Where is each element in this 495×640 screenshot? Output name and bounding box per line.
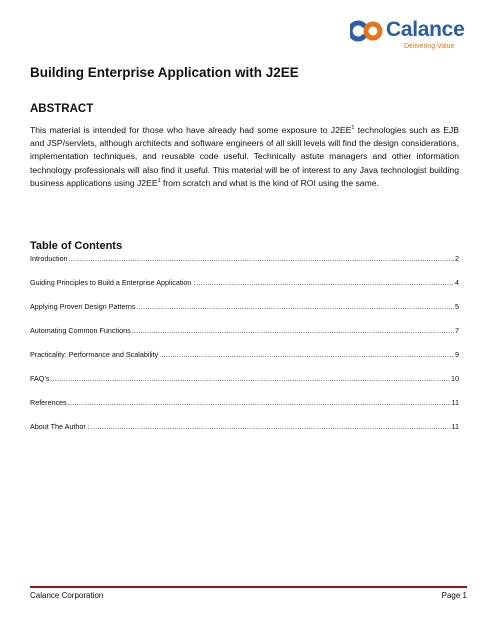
toc-entry-page[interactable]: 11 (451, 398, 459, 407)
toc-dot-leader (132, 326, 454, 336)
footnote-ref-1-repeat[interactable]: 1 (157, 177, 161, 184)
document-title: Building Enterprise Application with J2EE (30, 65, 299, 80)
table-of-contents (30, 254, 459, 446)
footer-divider (30, 586, 467, 588)
toc-entry-label[interactable]: Applying Proven Design Patterns (30, 302, 136, 311)
footer-page-number: Page 1 (441, 591, 467, 600)
toc-entry-design-patterns[interactable] (30, 302, 459, 326)
toc-entry-page[interactable]: 5 (455, 302, 459, 311)
toc-dot-leader (196, 278, 454, 288)
co-rings-icon (350, 20, 384, 42)
abstract-heading: ABSTRACT (30, 103, 94, 115)
abstract-text-part2: technologies such as EJB and JSP/servlets, although architects and software engineers of all skill levels will find the design considerations, implementation techniques, and reusable code useful. Technically astute managers and other information technology professionals will also find it useful. This material will be of interest to any Java technologist building business applications using J2EE (30, 125, 459, 188)
abstract-text-part1: This material is intended for those who have already had some exposure to J2EE (30, 125, 352, 135)
toc-entry-label[interactable]: Guiding Principles to Build a Enterprise Application : (30, 278, 196, 287)
toc-dot-leader (91, 422, 451, 432)
toc-entry-label[interactable]: FAQ’s (30, 374, 50, 383)
toc-entry-page[interactable]: 9 (455, 350, 459, 359)
toc-entry-label[interactable]: Automating Common Functions (30, 326, 131, 335)
toc-entry-about-author[interactable] (30, 422, 459, 446)
toc-entry-label[interactable]: Practicality: Performance and Scalability (30, 350, 159, 359)
toc-dot-leader (68, 398, 451, 408)
toc-entry-page[interactable]: 11 (451, 422, 459, 431)
logo-brand-text: Calance (386, 18, 465, 41)
toc-entry-label[interactable]: About The Author : (30, 422, 90, 431)
toc-entry-page[interactable]: 2 (455, 254, 459, 263)
toc-entry-references[interactable] (30, 398, 459, 422)
toc-dot-leader (69, 254, 454, 264)
abstract-text-part3: from scratch and what is the kind of ROI using the same. (160, 177, 379, 188)
toc-dot-leader (159, 350, 454, 360)
toc-entry-label[interactable]: Introduction (30, 254, 68, 263)
toc-entry-introduction[interactable] (30, 254, 459, 278)
toc-entry-page[interactable]: 4 (455, 278, 459, 287)
calance-logo (350, 18, 468, 54)
toc-entry-guiding-principles[interactable] (30, 278, 459, 302)
toc-dot-leader (136, 302, 454, 312)
toc-entry-label[interactable]: References (30, 398, 67, 407)
toc-entry-page[interactable]: 10 (451, 374, 459, 383)
abstract-paragraph (30, 124, 459, 190)
toc-dot-leader (50, 374, 450, 384)
toc-entry-faqs[interactable] (30, 374, 459, 398)
toc-entry-page[interactable]: 7 (455, 326, 459, 335)
logo-tagline: Delivering Value (404, 43, 455, 50)
toc-heading: Table of Contents (30, 240, 123, 252)
toc-entry-performance-scalability[interactable] (30, 350, 459, 374)
footer-company: Calance Corporation (30, 591, 104, 600)
footnote-ref-1[interactable]: 1 (351, 125, 355, 132)
toc-entry-automating-functions[interactable] (30, 326, 459, 350)
